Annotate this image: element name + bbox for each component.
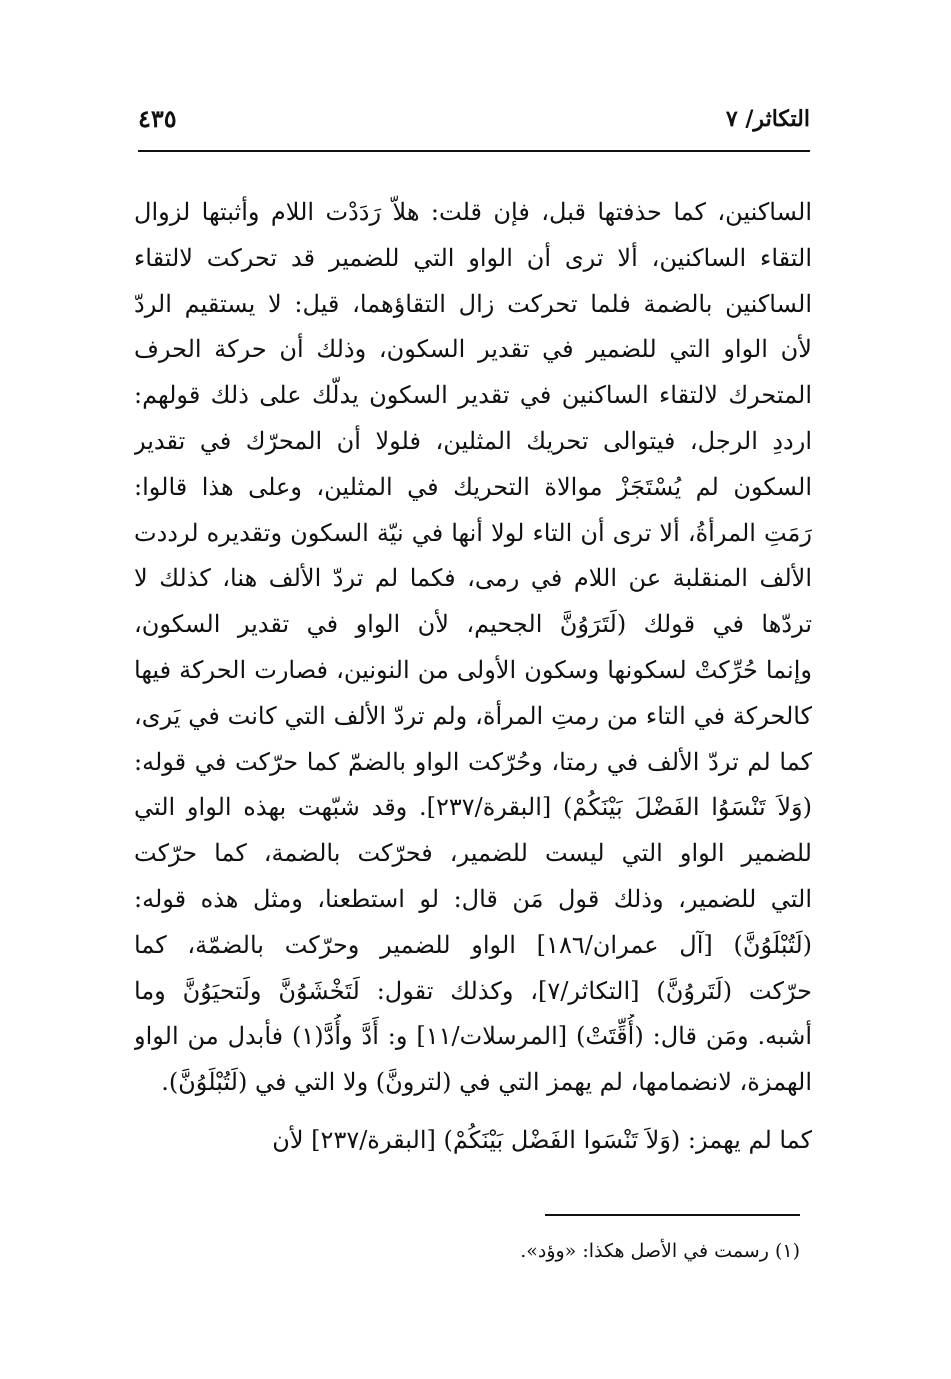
text-line: لأن الواو التي للضمير في تقدير السكون، وذلك أن حركة الحرف xyxy=(134,335,812,364)
text-line: للضمير الواو التي ليست للضمير، فحرّكت بالضمة، كما حرّكت xyxy=(134,839,812,868)
text-line: السكون لم يُسْتَجَزْ موالاة التحريك في المثلين، وعلى هذا قالوا: xyxy=(134,472,812,501)
text-line: وإنما حُرِّكتْ لسكونها وسكون الأولى من النونين، فصارت الحركة فيها xyxy=(134,655,812,684)
page-header xyxy=(138,100,810,144)
text-line: تردّها في قولك (لَتَرَوُنَّ الجحيم، لأن الواو في تقدير السكون، xyxy=(134,610,812,639)
header-rule xyxy=(138,150,810,152)
paragraph xyxy=(134,1118,812,1164)
text-line: الساكنين بالضمة فلما تحركت زال التقاؤهما، قيل: لا يستقيم الردّ xyxy=(134,289,812,318)
text-line: (لَتُبْلَوُنَّ) [آل عمران/١٨٦] الواو للضمير وحرّكت بالضمّة، كما xyxy=(134,930,812,959)
text-line: كما لم تردّ الألف في رمتا، وحُرّكت الواو بالضمّ كما حرّكت في قوله: xyxy=(134,747,812,776)
text-line: المتحرك لالتقاء الساكنين في تقدير السكون يدلّك على ذلك قولهم: xyxy=(134,381,812,410)
text-line: رَمَتِ المرأةُ، ألا ترى أن التاء لولا أنها في نيّة السكون وتقديره لرددت xyxy=(134,518,812,547)
text-line: ارددِ الرجل، فيتوالى تحريك المثلين، فلولا أن المحرّك في تقدير xyxy=(134,426,812,455)
text-line: أشبه. ومَن قال: (أُقِّتَتْ) [المرسلات/١١] و: أَدَّ وأُدَّ(١) فأبدل من الواو xyxy=(134,1022,812,1051)
page-number: ٤٣٥ xyxy=(138,104,177,133)
text-line: حرّكت (لَتَروُنَّ) [التكاثر/٧]، وكذلك تقول: لَتَخْشَوُنَّ ولَتحيَوُنَّ وما xyxy=(134,976,812,1005)
text-line: الألف المنقلبة عن اللام في رمى، فكما لم تردّ الألف هنا، كذلك لا xyxy=(134,564,812,593)
chapter-reference: التكاثر/ ٧ xyxy=(725,106,810,132)
text-line: (وَلاَ تَنْسَوُا الفَضْلَ بَيْنَكُمْ) [البقرة/٢٣٧]. وقد شبّهت بهذه الواو التي xyxy=(134,793,812,822)
footnote: (١) رسمت في الأصل هكذا: «وؤد». xyxy=(520,1240,800,1262)
text-line: الساكنين، كما حذفتها قبل، فإن قلت: هلاّ رَدَدْت اللام وأثبتها لزوال xyxy=(134,198,812,226)
footnote-rule xyxy=(545,1214,800,1216)
text-line: التي للضمير، وذلك قول مَن قال: لو استطعنا، ومثل هذه قوله: xyxy=(134,884,812,913)
text-line: التقاء الساكنين، ألا ترى أن الواو التي للضمير قد تحركت لالتقاء xyxy=(134,243,812,272)
text-line: كما لم يهمز: (وَلاَ تَنْسَوا الفَضْل بَيْنَكُمْ) [البقرة/٢٣٧] لأن xyxy=(272,1125,812,1154)
main-text xyxy=(134,190,812,1164)
text-line: كالحركة في التاء من رمتِ المرأة، ولم تردّ الألف التي كانت في يَرى، xyxy=(134,701,812,730)
text-line: الهمزة، لانضمامها، لم يهمز التي في (لترونَّ) ولا التي في (لَتُبْلَوُنَّ). xyxy=(161,1068,812,1097)
